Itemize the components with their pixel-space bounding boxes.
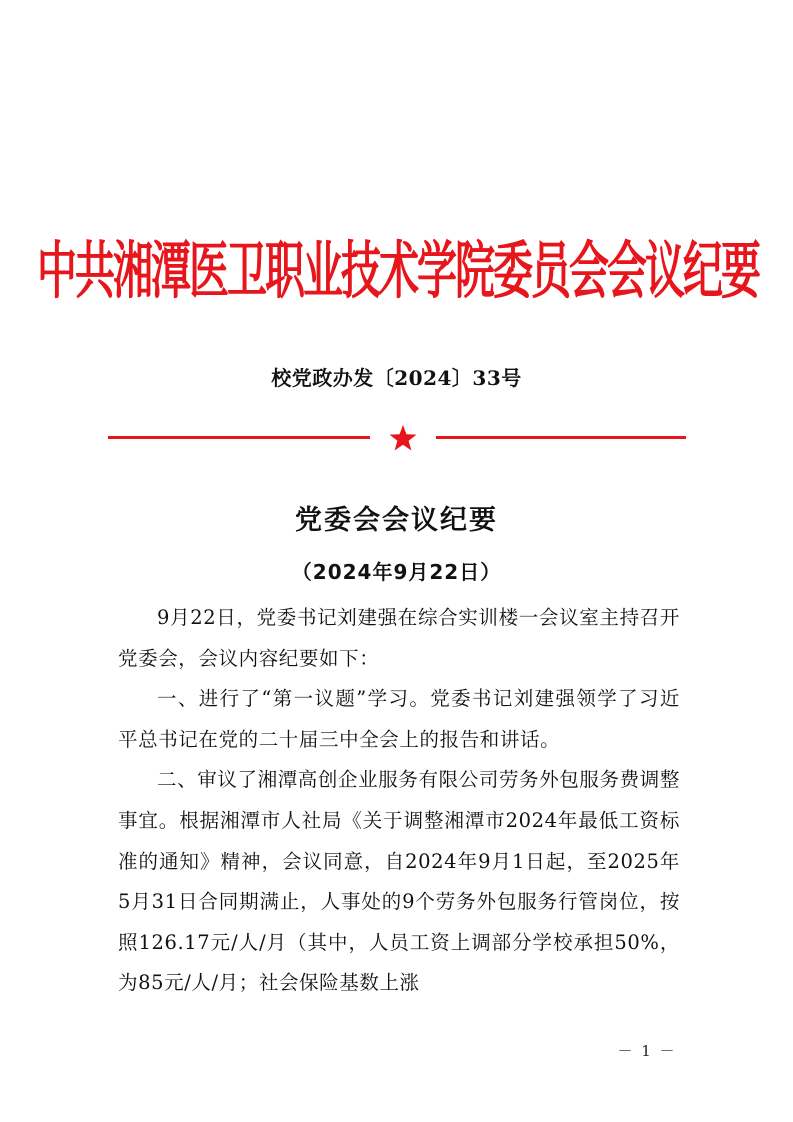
page-number: － 1 － <box>617 1042 677 1060</box>
document-date: （2024年9月22日） <box>291 560 502 584</box>
star-icon <box>388 424 418 452</box>
paragraph: 二、审议了湘潭高创企业服务有限公司劳务外包服务费调整事宜。根据湘潭市人社局《关于调整湘潭市2024年最低工资标准的通知》精神，会议同意，自2024年9月1日起，至2025年5月31日合同期满止，人事处的9个劳务外包服务行管岗位，按照126.17元/人/月（其中，人员工资上调部分学校承担50%，为85元/人/月；社会保险基数上涨 <box>118 768 680 995</box>
masthead-title: 中共湘潭医卫职业技术学院委员会会议纪要 <box>37 235 759 308</box>
red-divider-left <box>108 436 370 439</box>
red-divider-right <box>436 436 686 439</box>
paragraph: 9月22日，党委书记刘建强在综合实训楼一会议室主持召开党委会，会议内容纪要如下： <box>118 606 680 670</box>
paragraph: 一、进行了“第一议题”学习。党委书记刘建强领学了习近平总书记在党的二十届三中全会上的报告和讲话。 <box>118 687 680 751</box>
masthead <box>37 228 759 308</box>
document-number: 校党政办发〔2024〕33号 <box>271 366 522 390</box>
document-title: 党委会会议纪要 <box>295 505 498 536</box>
document-body <box>118 598 680 1004</box>
